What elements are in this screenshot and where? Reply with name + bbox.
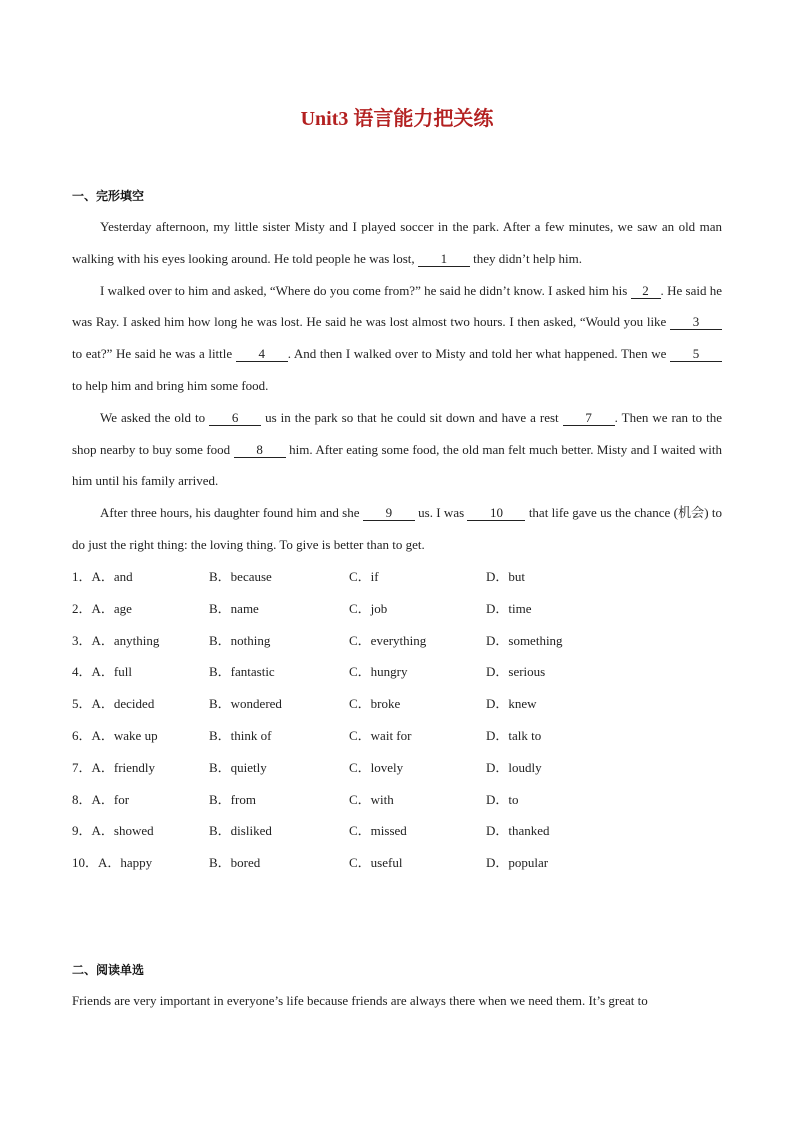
question-row [72, 561, 722, 593]
option-a: 10．A．happy [72, 855, 153, 871]
option-b: B．quietly [209, 759, 267, 775]
option-c: C．job [349, 600, 388, 616]
option-d: D．something [486, 632, 563, 648]
paragraph-3: We asked the old to 6 us in the park so that he could sit down and have a rest 7 . Then we ran to the shop nearby to buy some food 8 him. After eating some food, the old man felt much better. Misty and I waited with him until his family arrived. [72, 409, 722, 489]
question-row [72, 847, 722, 879]
page-title: Unit3 语言能力把关练 [300, 108, 494, 130]
question-row [72, 720, 722, 752]
option-b: B．think of [209, 727, 272, 743]
option-a: 7．A．friendly [72, 759, 156, 775]
blank-5: 5 [670, 347, 722, 362]
option-a: 6．A．wake up [72, 727, 158, 743]
option-a: 4．A．full [72, 664, 132, 680]
option-c: C．missed [349, 823, 407, 839]
option-d: D．to [486, 791, 519, 807]
answer-options [72, 561, 722, 879]
option-a: 1．A．and [72, 569, 133, 584]
option-c: C．useful [349, 855, 403, 871]
option-b: B．bored [209, 855, 261, 871]
option-c: C．lovely [349, 759, 404, 775]
question-row [72, 752, 722, 784]
question-row [72, 815, 722, 847]
question-row [72, 625, 722, 657]
question-row [72, 688, 722, 720]
option-d: D．but [486, 569, 526, 584]
option-c: C．with [349, 791, 394, 807]
blank-10: 10 [467, 506, 525, 521]
blank-9: 9 [363, 506, 415, 521]
question-row [72, 656, 722, 688]
question-row [72, 593, 722, 625]
section-heading-reading: 二、阅读单选 [72, 963, 145, 977]
option-c: C．hungry [349, 664, 408, 680]
paragraph-2: I walked over to him and asked, “Where do you come from?” he said he didn’t know. I asked him his 2 . He said he was Ray. I asked him how long he was lost. He said he was lost almost two hours. I then asked, “Would you like 3 to eat?” He said he was a little 4 . And then I walked over to Misty and told her what happened. Then we 5 to help him and bring him some food. [72, 282, 722, 393]
option-c: C．if [349, 569, 379, 584]
option-b: B．from [209, 791, 256, 807]
option-a: 8．A．for [72, 791, 130, 807]
option-b: B．fantastic [209, 664, 275, 680]
option-b: B．because [209, 569, 272, 584]
option-b: B．disliked [209, 823, 272, 839]
option-d: D．thanked [486, 823, 550, 839]
paragraph-1: Yesterday afternoon, my little sister Misty and I played soccer in the park. After a few minutes, we saw an old man walking with his eyes looking around. He told people he was lost, 1 they didn’t help him. [72, 219, 722, 266]
option-a: 9．A．showed [72, 823, 154, 839]
option-a: 2．A．age [72, 600, 132, 616]
option-d: D．popular [486, 855, 549, 871]
option-c: C．everything [349, 632, 427, 648]
blank-3: 3 [670, 315, 722, 330]
blank-8: 8 [234, 443, 286, 458]
blank-6: 6 [209, 411, 261, 426]
cloze-passage [72, 211, 722, 561]
option-b: B．nothing [209, 632, 271, 648]
option-d: D．knew [486, 696, 537, 712]
option-a: 5．A．decided [72, 696, 155, 712]
blank-4: 4 [236, 347, 288, 362]
option-d: D．loudly [486, 759, 542, 775]
option-d: D．serious [486, 664, 546, 680]
option-b: B．wondered [209, 696, 282, 712]
option-a: 3．A．anything [72, 632, 160, 648]
blank-2: 2 [631, 284, 661, 299]
option-b: B．name [209, 600, 259, 616]
blank-7: 7 [563, 411, 615, 426]
option-c: C．broke [349, 696, 401, 712]
option-d: D．talk to [486, 727, 542, 743]
section-heading-cloze: 一、完形填空 [72, 189, 145, 203]
blank-1: 1 [418, 252, 470, 267]
option-d: D．time [486, 600, 532, 616]
reading-passage: Friends are very important in everyone’s life because friends are always there when we need them. It’s great to [72, 993, 648, 1008]
option-c: C．wait for [349, 727, 412, 743]
paragraph-4: After three hours, his daughter found him and she 9 us. I was 10 that life gave us the chance (机会) to do just the right thing: the loving thing. To give is better than to get. [72, 505, 722, 552]
question-row [72, 784, 722, 816]
